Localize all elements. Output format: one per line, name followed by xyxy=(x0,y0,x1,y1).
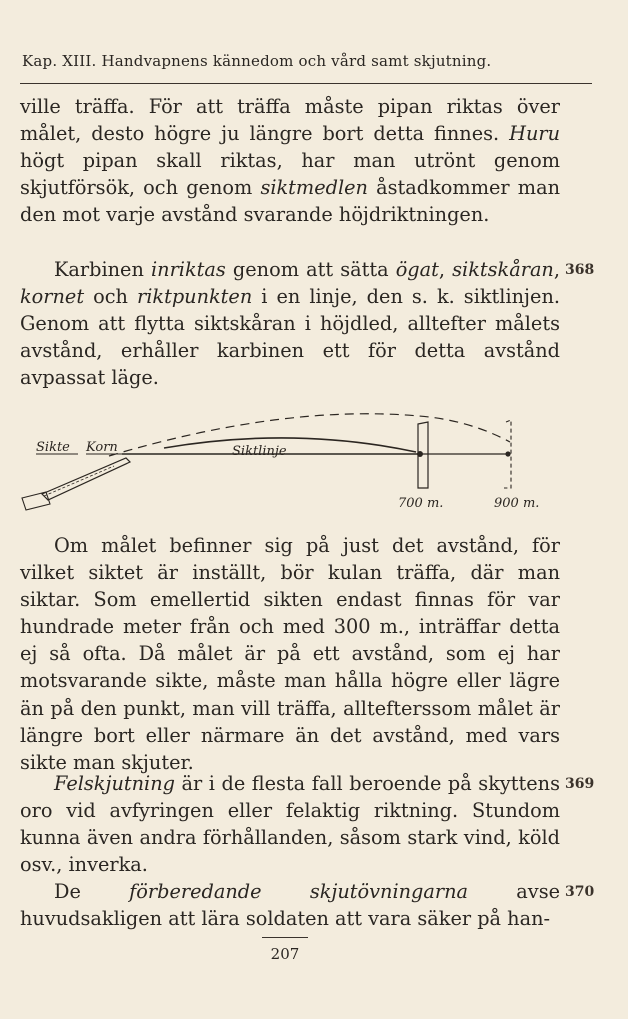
paragraph-1: ville träffa. För att träffa måste pipan riktas över målet, desto högre ju längre bort detta finnes. Huru högt pipan skall riktas, har man utrönt genom skjutförsök, och genom siktmedlen åstadkommer man den mot varje avstånd svarande höjdriktningen. xyxy=(20,95,560,227)
margin-number-368: 368 xyxy=(565,262,595,278)
header-rule xyxy=(20,83,592,84)
label-900m: 900 m. xyxy=(494,496,540,511)
page-number: 207 xyxy=(270,945,300,963)
label-700m: 700 m. xyxy=(398,496,444,511)
italic-term: siktskåran xyxy=(452,258,554,281)
italic-term: ögat xyxy=(395,258,439,281)
label-siktlinje: Siktlinje xyxy=(232,444,287,459)
italic-term: siktmedlen xyxy=(260,176,368,200)
italic-term: inriktas xyxy=(151,258,226,281)
paragraph-3: Om målet befinner sig på just det avstånd, för vilket siktet är inställt, bör kulan träffa, där man siktar. Som emellertid sikten endast finnas för var hundrade meter från och med 300 m., inträffar detta ej så ofta. Då målet är på ett avstånd, som ej har motsvarande sikte, måste man hålla högre eller lägre än på den punkt, man vill träffa, alltefterssom målet är längre bort eller närmare än det avstånd, med vars sikte man skjuter. xyxy=(20,534,560,774)
impact-point-700m xyxy=(417,451,423,457)
sight-line-arc xyxy=(164,438,416,452)
running-header: Kap. XIII. Handvapnens kännedom och vård samt skjutning. xyxy=(22,52,492,70)
label-korn: Korn xyxy=(86,440,118,455)
paragraph-4: Felskjutning är i de flesta fall beroende på skyttens oro vid avfyringen eller felaktig riktning. Stundom kunna även andra förhållanden, såsom stark vind, köld osv., inverka. xyxy=(20,772,560,877)
sight-line-diagram xyxy=(14,408,570,518)
paragraph-5: De förberedande skjutövningarna avse huvudsakligen att lära soldaten att vara säker på han- xyxy=(20,880,560,931)
rifle-detail xyxy=(44,466,114,496)
label-sikte: Sikte xyxy=(36,440,70,455)
margin-number-370: 370 xyxy=(565,884,595,900)
bullet-trajectory xyxy=(109,414,510,456)
italic-term: Huru xyxy=(509,122,560,146)
trajectory-drawing xyxy=(14,408,570,518)
italic-term: kornet xyxy=(20,285,85,309)
italic-term: riktpunkten xyxy=(137,285,253,309)
rifle-stock xyxy=(22,492,50,510)
impact-point-900m xyxy=(505,451,510,456)
paragraph-2: Karbinen inriktas genom att sätta ögat, siktskåran, kornet och riktpunkten i en linje, den s. k. siktlinjen. Genom att flytta siktskåran i höjdled, alltefter målets avstånd, erhåller karbinen ett för detta avstånd avpassat läge. xyxy=(20,258,560,390)
italic-term: förberedande skjutövningarna xyxy=(129,880,469,903)
margin-number-369: 369 xyxy=(565,776,595,792)
rifle-barrel xyxy=(42,458,130,500)
folio-rule xyxy=(262,937,308,938)
italic-term: Felskjutning xyxy=(54,772,175,795)
